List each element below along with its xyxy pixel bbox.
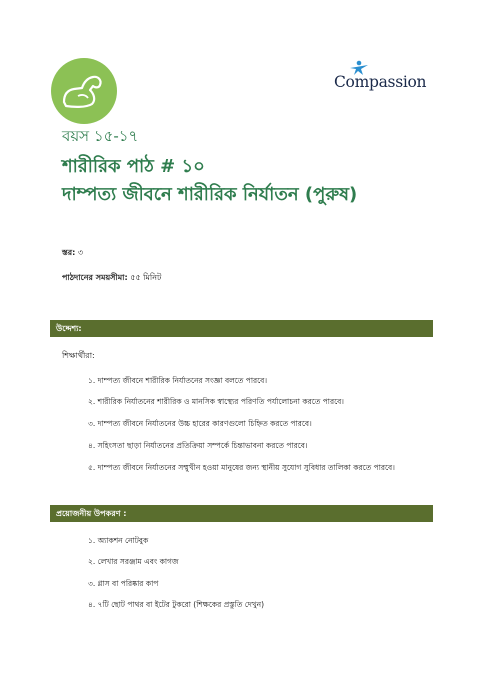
objectives-heading-bar: উদ্দেশ্য: xyxy=(50,320,433,337)
material-item: ৩. গ্লাস বা পরিষ্কার কাপ xyxy=(88,579,159,588)
physical-strength-icon xyxy=(51,58,117,124)
lesson-number: শারীরিক পাঠ # ১০ xyxy=(62,156,205,177)
page-title: দাম্পত্য জীবনে শারীরিক নির্যাতন (পুরুষ) xyxy=(62,184,358,205)
level-value: ৩ xyxy=(77,248,84,257)
flexed-arm-icon xyxy=(60,72,108,110)
level-line xyxy=(62,247,83,260)
duration-line xyxy=(62,272,161,285)
material-item: ২. লেখার সরঞ্জাম এবং কাগজ xyxy=(88,557,179,566)
duration-label: পাঠদানের সময়সীমা: xyxy=(62,273,128,282)
materials-heading-bar: প্রয়োজনীয় উপকরণ : xyxy=(50,505,433,522)
material-item: ৪. ৭টি ছোট পাথর বা ইটের টুকরো (শিক্ষকের প্রস্তুতি দেখুন) xyxy=(88,600,265,609)
objective-item: ৩. দাম্পত্য জীবনে নির্যাতনের উচ্চ হারের কারণগুলো চিহ্নিত করতে পারবে। xyxy=(88,419,312,428)
objective-item: ৪. সহিংসতা ছাড়া নির্যাতনের প্রতিক্রিয়া সম্পর্কে চিন্তাভাবনা করতে পারবে। xyxy=(88,441,308,450)
duration-value: ৫৫ মিনিট xyxy=(130,273,162,282)
objectives-intro: শিক্ষার্থীরা: xyxy=(62,351,95,360)
material-item: ১. অ্যাকশন নোটবুক xyxy=(88,536,149,545)
logo-text: Compassion xyxy=(334,73,427,91)
objective-item: ৫. দাম্পত্য জীবনে নির্যাতনের সম্মুখীন হওয়া মানুষের জন্য স্থানীয় সুযোগ সুবিধার তালিকা করতে পারবে। xyxy=(88,463,395,472)
compassion-logo xyxy=(334,60,434,100)
objective-item: ২. শারীরিক নির্যাতনের শারীরিক ও মানসিক স্বাস্থ্যের পরিণতি পর্যালোচনা করতে পারবে। xyxy=(88,397,344,406)
level-label: স্তর: xyxy=(62,248,76,257)
objective-item: ১. দাম্পত্য জীবনে শারীরিক নির্যাতনের সংজ্ঞা বলতে পারবে। xyxy=(88,376,268,385)
age-range: বয়স ১৫-১৭ xyxy=(62,127,139,145)
